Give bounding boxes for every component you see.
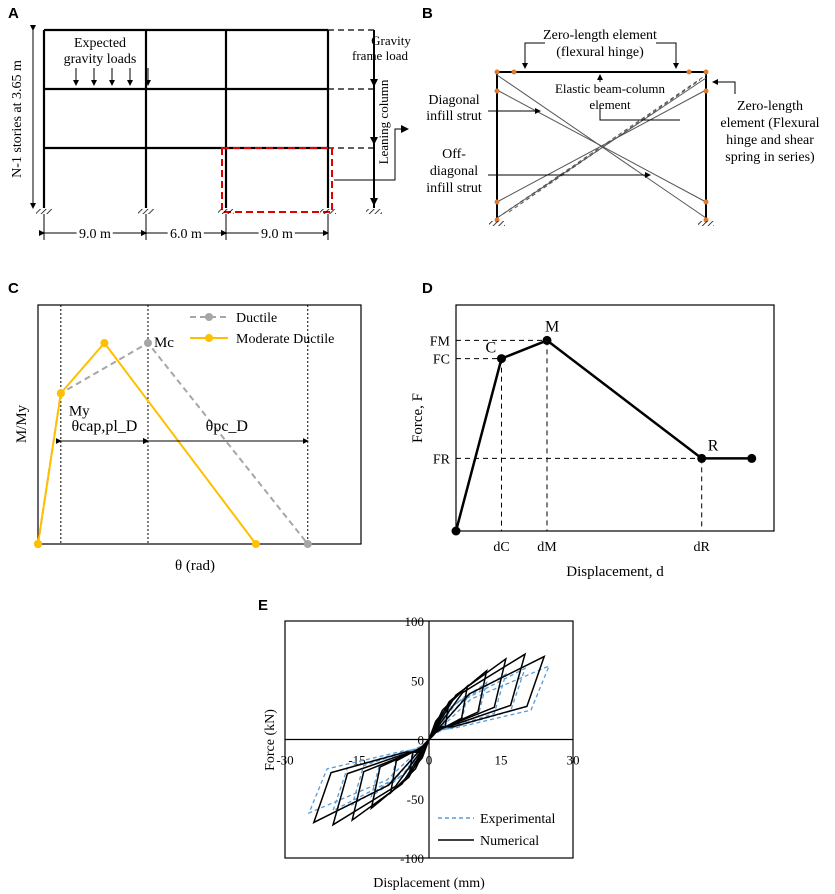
- frame-load-label-1: Gravity: [371, 33, 411, 48]
- bay-label-2: 6.0 m: [170, 227, 202, 242]
- theta-cap-label: θcap,pl_D: [71, 418, 138, 435]
- legend-label-1: Numerical: [480, 834, 540, 849]
- panel-d: [410, 280, 774, 580]
- x-tick-0: dC: [493, 540, 510, 555]
- highlight-frame: [222, 148, 332, 212]
- annotation-my: My: [68, 403, 90, 420]
- theta-pc-label: θpc_D: [205, 418, 248, 435]
- chart-e: [276, 614, 579, 866]
- ylabel-e: Force (kN): [263, 709, 278, 771]
- series-0-point-3: [304, 540, 312, 548]
- panel-a: [8, 5, 411, 242]
- series-1-point-3: [252, 540, 260, 548]
- offdiag-label-1: Off-: [442, 147, 466, 162]
- annotation-mc: Mc: [153, 335, 174, 351]
- bay-label-1: 9.0 m: [79, 227, 111, 242]
- bay-label-3: 9.0 m: [261, 227, 293, 242]
- panel-label-e: E: [258, 597, 269, 614]
- diagonal-label-1: Diagonal: [428, 93, 480, 108]
- zl-shear-label-3: hinge and shear: [726, 133, 814, 148]
- plot-area-d: [456, 305, 774, 531]
- panel-label-d: D: [422, 280, 433, 297]
- legend-marker-1: [205, 334, 213, 342]
- y-tick-0: 100: [404, 614, 424, 629]
- ylabel-d: Force, F: [410, 393, 426, 443]
- zl-shear-label-4: spring in series): [725, 150, 815, 165]
- ylabel-c: M/My: [14, 404, 30, 444]
- panel-c: [8, 280, 361, 574]
- diagonal-label-2: infill strut: [426, 109, 482, 124]
- zero-length-label-2: (flexural hinge): [556, 45, 644, 60]
- gravity-loads-label-1: Expected: [73, 36, 127, 51]
- curve-point-2: [543, 336, 552, 345]
- curve-point-3: [697, 454, 706, 463]
- x-tick-3: 15: [494, 752, 508, 768]
- leaning-column-label: Leaning column: [376, 79, 391, 165]
- point-label-r: R: [707, 437, 719, 455]
- curve-point-4: [747, 454, 756, 463]
- chart-c: [34, 305, 334, 548]
- curve-point-0: [452, 527, 461, 536]
- legend-label-0: Ductile: [236, 311, 278, 326]
- stories-label: N-1 stories at 3.65 m: [10, 60, 25, 178]
- x-tick-2: dR: [693, 540, 710, 555]
- zero-length-label-1: Zero-length element: [543, 28, 657, 43]
- series-0-point-2: [144, 339, 152, 347]
- y-tick-1: FC: [432, 352, 450, 368]
- x-tick-2: 0: [425, 752, 433, 768]
- frame-load-label-2: frame load: [352, 48, 408, 63]
- chart-d: [430, 318, 756, 555]
- y-tick-4: -100: [400, 851, 424, 866]
- y-tick-1: 50: [411, 673, 424, 689]
- point-label-c: C: [485, 339, 497, 357]
- force-disp-line: [456, 340, 752, 531]
- series-1-point-0: [34, 540, 42, 548]
- y-tick-2: FR: [432, 452, 450, 468]
- panel-label-b: B: [422, 5, 433, 22]
- series-1-point-2: [100, 339, 108, 347]
- legend-label-0: Experimental: [480, 812, 556, 827]
- panel-label-a: A: [8, 5, 19, 22]
- xlabel-e: Displacement (mm): [373, 876, 485, 891]
- x-tick-0: -30: [276, 752, 294, 768]
- legend-label-1: Moderate Ductile: [236, 332, 335, 347]
- series-1-point-1: [57, 389, 65, 397]
- panel-b: [422, 5, 820, 226]
- xlabel-d: Displacement, d: [566, 564, 664, 580]
- elastic-label-1: Elastic beam-column: [554, 81, 666, 96]
- panel-e: [258, 597, 580, 891]
- x-tick-1: dM: [537, 540, 557, 555]
- xlabel-c: θ (rad): [174, 558, 216, 574]
- zl-shear-label-1: Zero-length: [736, 99, 804, 114]
- offdiag-label-2: diagonal: [429, 164, 479, 179]
- x-tick-4: 30: [566, 752, 580, 768]
- point-label-m: M: [545, 318, 560, 336]
- curve-point-1: [497, 354, 506, 363]
- legend-marker-0: [205, 313, 213, 321]
- y-tick-3: -50: [406, 791, 424, 807]
- x-tick-1: -15: [348, 752, 366, 768]
- offdiag-label-3: infill strut: [426, 181, 482, 196]
- y-tick-0: FM: [429, 334, 450, 350]
- y-tick-2: 0: [417, 732, 424, 748]
- gravity-loads-label-2: gravity loads: [63, 52, 137, 67]
- elastic-label-2: element: [589, 97, 631, 112]
- panel-label-c: C: [8, 280, 19, 297]
- zl-shear-label-2: element (Flexural: [720, 116, 820, 131]
- series-line-1: [38, 343, 256, 544]
